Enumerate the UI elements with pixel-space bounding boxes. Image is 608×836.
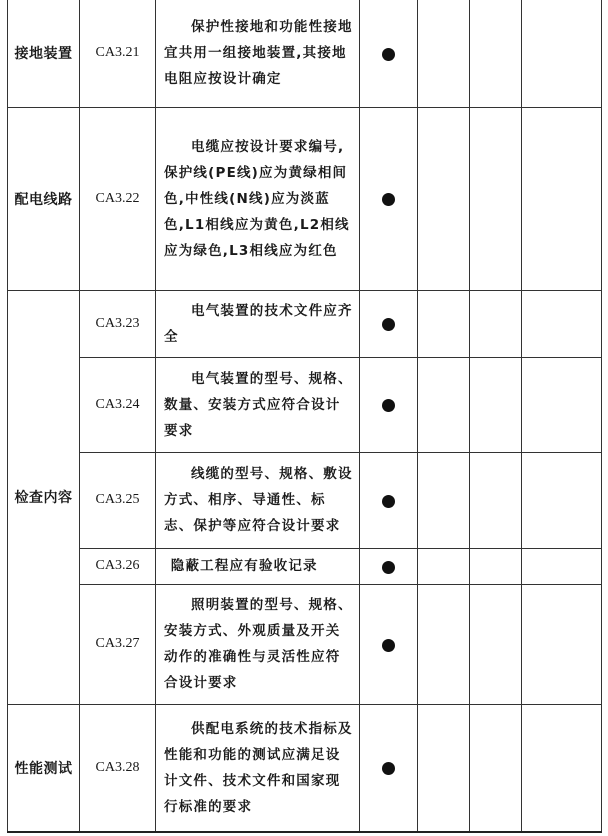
filled-dot-icon (382, 495, 395, 508)
empty-cell (470, 357, 522, 452)
empty-cell (470, 0, 522, 107)
empty-cell (522, 452, 602, 548)
filled-dot-icon (382, 48, 395, 61)
category-cell: 检查内容 (8, 290, 80, 704)
item-code: CA3.26 (80, 548, 156, 584)
empty-cell (470, 548, 522, 584)
requirement-text: 电气装置的型号、规格、数量、安装方式应符合设计要求 (156, 357, 360, 452)
empty-cell (470, 584, 522, 704)
empty-cell (418, 107, 470, 290)
check-mark-cell (360, 357, 418, 452)
empty-cell (418, 548, 470, 584)
item-code: CA3.21 (80, 0, 156, 107)
empty-cell (470, 452, 522, 548)
filled-dot-icon (382, 193, 395, 206)
empty-cell (418, 290, 470, 357)
check-mark-cell (360, 290, 418, 357)
table-row (8, 548, 602, 584)
filled-dot-icon (382, 399, 395, 412)
requirement-text: 线缆的型号、规格、敷设方式、相序、导通性、标志、保护等应符合设计要求 (156, 452, 360, 548)
specification-table (7, 0, 602, 833)
empty-cell (522, 548, 602, 584)
item-code: CA3.22 (80, 107, 156, 290)
item-code: CA3.28 (80, 704, 156, 832)
empty-cell (522, 0, 602, 107)
requirement-text: 供配电系统的技术指标及性能和功能的测试应满足设计文件、技术文件和国家现行标准的要求 (156, 704, 360, 832)
filled-dot-icon (382, 762, 395, 775)
requirement-text: 隐蔽工程应有验收记录 (156, 548, 360, 584)
table-row (8, 704, 602, 832)
requirement-text: 电缆应按设计要求编号,保护线(PE线)应为黄绿相间色,中性线(N线)应为淡蓝色,L1相线应为黄色,L2相线应为绿色,L3相线应为红色 (156, 107, 360, 290)
empty-cell (522, 290, 602, 357)
empty-cell (522, 357, 602, 452)
item-code: CA3.25 (80, 452, 156, 548)
check-mark-cell (360, 548, 418, 584)
check-mark-cell (360, 0, 418, 107)
table-row (8, 290, 602, 357)
empty-cell (418, 357, 470, 452)
empty-cell (418, 0, 470, 107)
empty-cell (418, 704, 470, 832)
empty-cell (418, 584, 470, 704)
empty-cell (522, 584, 602, 704)
category-cell: 接地装置 (8, 0, 80, 107)
item-code: CA3.23 (80, 290, 156, 357)
empty-cell (470, 107, 522, 290)
empty-cell (522, 107, 602, 290)
filled-dot-icon (382, 639, 395, 652)
empty-cell (470, 704, 522, 832)
item-code: CA3.27 (80, 584, 156, 704)
check-mark-cell (360, 452, 418, 548)
check-mark-cell (360, 704, 418, 832)
table-row (8, 0, 602, 107)
requirement-text: 保护性接地和功能性接地宜共用一组接地装置,其接地电阻应按设计确定 (156, 0, 360, 107)
check-mark-cell (360, 107, 418, 290)
table-row (8, 452, 602, 548)
check-mark-cell (360, 584, 418, 704)
category-cell: 配电线路 (8, 107, 80, 290)
category-cell: 性能测试 (8, 704, 80, 832)
filled-dot-icon (382, 318, 395, 331)
empty-cell (418, 452, 470, 548)
filled-dot-icon (382, 561, 395, 574)
requirement-text: 照明装置的型号、规格、安装方式、外观质量及开关动作的准确性与灵活性应符合设计要求 (156, 584, 360, 704)
table-row (8, 357, 602, 452)
table-row (8, 584, 602, 704)
table-row (8, 107, 602, 290)
empty-cell (522, 704, 602, 832)
item-code: CA3.24 (80, 357, 156, 452)
requirement-text: 电气装置的技术文件应齐全 (156, 290, 360, 357)
empty-cell (470, 290, 522, 357)
